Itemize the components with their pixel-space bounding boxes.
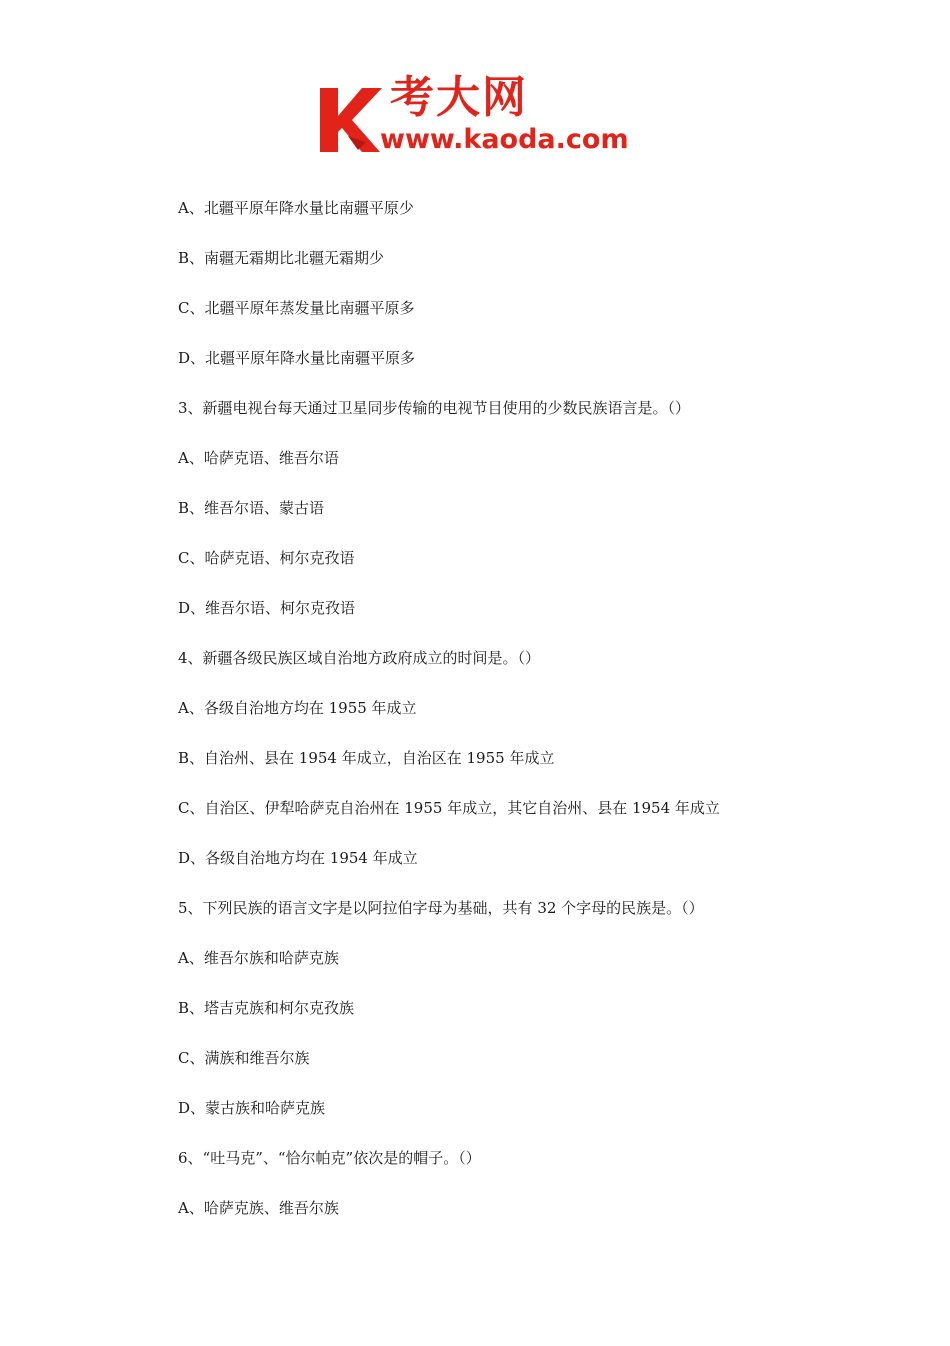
q5-option-d: D、蒙古族和哈萨克族 xyxy=(178,1099,326,1117)
logo-brand-url: www.kaoda.com xyxy=(380,124,629,155)
question-6: 6、“吐马克”、“恰尔帕克”依次是的帽子。（） xyxy=(178,1149,481,1167)
question-4: 4、新疆各级民族区域自治地方政府成立的时间是。（） xyxy=(178,649,541,667)
q5-option-a: A、维吾尔族和哈萨克族 xyxy=(178,949,339,967)
q5-option-b: B、塔吉克族和柯尔克孜族 xyxy=(178,999,355,1017)
q3-option-d: D、维吾尔语、柯尔克孜语 xyxy=(178,599,356,617)
q3-option-a: A、哈萨克语、维吾尔语 xyxy=(178,449,339,467)
option-d-line: D、北疆平原年降水量比南疆平原多 xyxy=(178,349,416,367)
q4-option-b: B、自治州、县在 1954 年成立，自治区在 1955 年成立 xyxy=(178,749,555,767)
kaoda-logo xyxy=(318,72,638,160)
option-b-line: B、南疆无霜期比北疆无霜期少 xyxy=(178,249,385,267)
q6-option-a: A、哈萨克族、维吾尔族 xyxy=(178,1199,339,1217)
q4-option-c: C、自治区、伊犁哈萨克自治州在 1955 年成立，其它自治州、县在 1954 年成立 xyxy=(178,799,720,817)
question-5: 5、下列民族的语言文字是以阿拉伯字母为基础，共有 32 个字母的民族是。（） xyxy=(178,899,704,917)
q4-option-a: A、各级自治地方均在 1955 年成立 xyxy=(178,699,417,717)
q3-option-b: B、维吾尔语、蒙古语 xyxy=(178,499,325,517)
logo-brand-name: 考大网 xyxy=(390,72,528,123)
k-logo-mark-icon xyxy=(318,84,384,154)
question-3: 3、新疆电视台每天通过卫星同步传输的电视节目使用的少数民族语言是。（） xyxy=(178,399,691,417)
option-a-line: A、北疆平原年降水量比南疆平原少 xyxy=(178,199,414,217)
question-content xyxy=(178,196,878,1246)
q5-option-c: C、满族和维吾尔族 xyxy=(178,1049,310,1067)
q4-option-d: D、各级自治地方均在 1954 年成立 xyxy=(178,849,418,867)
q3-option-c: C、哈萨克语、柯尔克孜语 xyxy=(178,549,355,567)
option-c-line: C、北疆平原年蒸发量比南疆平原多 xyxy=(178,299,415,317)
